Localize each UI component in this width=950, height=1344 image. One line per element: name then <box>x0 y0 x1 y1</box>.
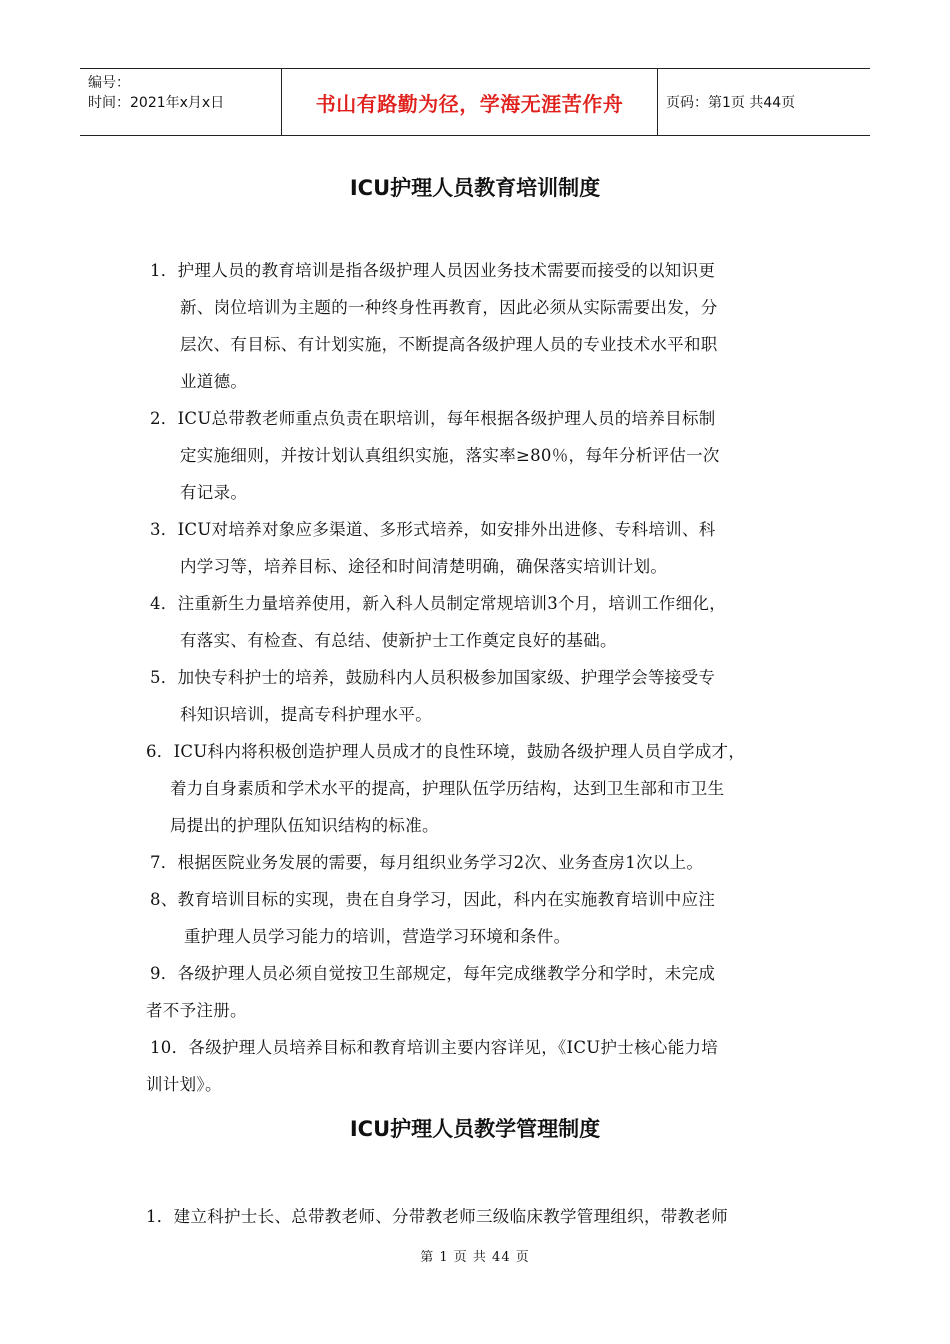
clause-10: 10．各级护理人员培养目标和教育培训主要内容详见，《ICU护士核心能力培 训计划》。 <box>146 1038 719 1094</box>
section-title-teaching-management: ICU护理人员教学管理制度 <box>349 1117 601 1141</box>
section-title-education-training: ICU护理人员教育培训制度 <box>349 176 601 200</box>
header-page-number: 页码：第1页 共44页 <box>666 95 796 111</box>
header-info-cell <box>80 69 282 135</box>
clause-6: 6．ICU科内将积极创造护理人员成才的良性环境，鼓励各级护理人员自学成才， 着力自身素质和学术水平的提高，护理队伍学历结构，达到卫生部和市卫生 局提出的护理队伍知识结构的标准。 <box>146 742 746 835</box>
clause-7: 7．根据医院业务发展的需要，每月组织业务学习2次、业务查房1次以上。 <box>150 853 704 872</box>
document-header <box>80 68 870 136</box>
clause-9: 9．各级护理人员必须自觉按卫生部规定，每年完成继教学分和学时，未完成 者不予注册。 <box>146 964 716 1020</box>
clause-5: 5．加快专科护士的培养，鼓励科内人员积极参加国家级、护理学会等接受专 科知识培训，提高专科护理水平。 <box>150 668 716 724</box>
document-time: 时间：2021年x月x日 <box>88 95 225 111</box>
header-motto: 书山有路勤为径，学海无涯苦作舟 <box>282 69 658 135</box>
clause-2: 2．ICU总带教老师重点负责在职培训，每年根据各级护理人员的培养目标制 定实施细则，并按计划认真组织实施，落实率≥80％，每年分析评估一次 有记录。 <box>150 409 720 502</box>
clause-3: 3．ICU对培养对象应多渠道、多形式培养，如安排外出进修、专科培训、科 内学习等，培养目标、途径和时间清楚明确，确保落实培训计划。 <box>150 520 716 576</box>
clause-teaching-1: 1．建立科护士长、总带教老师、分带教老师三级临床教学管理组织，带教老师 <box>146 1207 728 1226</box>
clause-4: 4．注重新生力量培养使用，新入科人员制定常规培训3个月，培训工作细化， 有落实、有检查、有总结、使新护士工作奠定良好的基础。 <box>150 594 726 650</box>
document-number: 编号： <box>88 75 130 91</box>
page-footer: 第 1 页 共 44 页 <box>420 1250 530 1265</box>
clause-8: 8、教育培训目标的实现，贵在自身学习，因此，科内在实施教育培训中应注 重护理人员学习能力的培训，营造学习环境和条件。 <box>150 890 716 946</box>
clause-1: 1．护理人员的教育培训是指各级护理人员因业务技术需要而接受的以知识更 新、岗位培训为主题的一种终身性再教育，因此必须从实际需要出发，分 层次、有目标、有计划实施，不断提高各级护理人员的专业技术水平和职 业道德。 <box>150 261 718 391</box>
